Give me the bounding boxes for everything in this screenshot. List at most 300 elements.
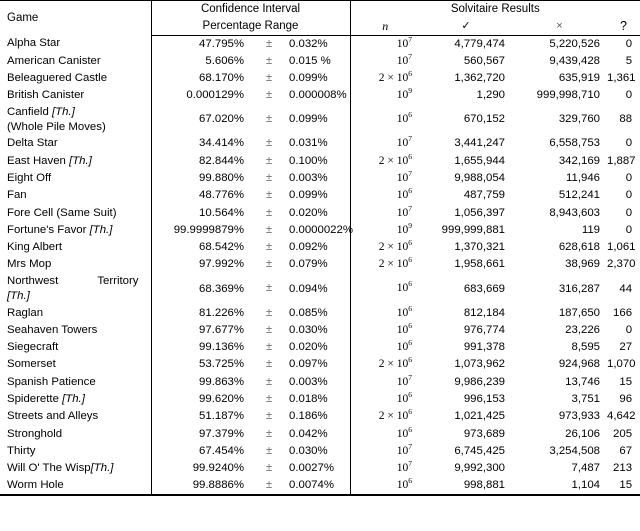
sample-size-exponent: 6 bbox=[408, 390, 413, 400]
cell-unknown: 2,370 bbox=[607, 258, 636, 271]
sample-size-exponent: 6 bbox=[408, 320, 413, 330]
sample-size-multiplier: 2 × bbox=[378, 154, 397, 167]
cell-game-name bbox=[0, 153, 151, 170]
sample-size-base: 10 bbox=[396, 206, 409, 219]
plus-minus-icon: ± bbox=[249, 478, 289, 495]
plus-minus-icon: ± bbox=[265, 89, 273, 102]
cell-sample-size bbox=[350, 105, 420, 136]
table-row bbox=[0, 153, 640, 170]
cell-game-name bbox=[0, 460, 151, 477]
cell-ci-error: 0.0027% bbox=[289, 460, 350, 477]
column-header-wins bbox=[420, 18, 512, 36]
cell-wins: 6,745,425 bbox=[454, 444, 506, 457]
cell-game-name bbox=[0, 70, 151, 87]
game-name-text: Fore Cell (Same Suit) bbox=[7, 206, 117, 219]
table-row bbox=[0, 443, 640, 460]
cell-losses: 38,969 bbox=[565, 258, 601, 271]
plus-minus-icon: ± bbox=[265, 241, 273, 254]
cell-ci-value: 47.795% bbox=[199, 37, 244, 50]
cell-losses: 3,254,508 bbox=[549, 444, 601, 457]
game-name-text: King Albert bbox=[7, 241, 63, 254]
cell-game-name bbox=[0, 187, 151, 204]
table-row bbox=[0, 460, 640, 477]
table-row bbox=[0, 205, 640, 222]
game-name-text: Somerset bbox=[7, 358, 56, 371]
sample-size-base: 10 bbox=[396, 223, 409, 236]
table-row bbox=[0, 36, 640, 53]
game-name-line-1 bbox=[7, 225, 147, 236]
plus-minus-icon: ± bbox=[265, 341, 273, 354]
cell-ci-error: 0.094% bbox=[289, 274, 350, 305]
game-name-line-1 bbox=[7, 38, 147, 49]
table-row bbox=[0, 357, 640, 374]
cell-game-name bbox=[0, 36, 151, 53]
game-name-text: Siegecraft bbox=[7, 341, 59, 354]
cell-wins: 1,362,720 bbox=[454, 72, 506, 85]
cell-wins: 487,759 bbox=[463, 189, 506, 202]
game-name-line-1 bbox=[7, 242, 147, 253]
game-name-line-1 bbox=[7, 342, 147, 353]
table-body bbox=[0, 36, 640, 495]
sample-size-exponent: 6 bbox=[408, 476, 413, 486]
cell-ci-error: 0.020% bbox=[289, 205, 350, 222]
sample-size-exponent: 7 bbox=[408, 459, 413, 469]
game-name-line-1 bbox=[7, 274, 147, 289]
cell-losses: 7,487 bbox=[571, 462, 601, 475]
game-name-text: Spiderette bbox=[7, 393, 63, 406]
sample-size-base: 10 bbox=[396, 358, 409, 371]
cell-losses: 316,287 bbox=[558, 282, 601, 295]
cell-wins: 1,056,397 bbox=[454, 206, 506, 219]
sample-size-base: 10 bbox=[396, 171, 409, 184]
cell-unknown: 1,061 bbox=[607, 241, 636, 254]
cell-losses: 6,558,753 bbox=[549, 137, 601, 150]
game-name-text: American Canister bbox=[7, 54, 101, 67]
plus-minus-icon: ± bbox=[265, 137, 273, 150]
cell-losses: 635,919 bbox=[558, 72, 601, 85]
sample-size-multiplier: 2 × bbox=[378, 410, 397, 423]
cell-unknown: 0 bbox=[625, 37, 633, 50]
game-name-line-1 bbox=[7, 411, 147, 422]
sample-size-base: 10 bbox=[396, 306, 409, 319]
cell-ci-value: 99.863% bbox=[199, 375, 244, 388]
cell-ci-error: 0.003% bbox=[289, 170, 350, 187]
game-name-part-1: Northwest bbox=[7, 274, 59, 287]
cell-game-name bbox=[0, 322, 151, 339]
game-name-text: Raglan bbox=[7, 306, 44, 319]
cell-wins: 683,669 bbox=[463, 282, 506, 295]
sample-size-base: 10 bbox=[396, 444, 409, 457]
cell-ci-error: 0.097% bbox=[289, 357, 350, 374]
table-row bbox=[0, 339, 640, 356]
game-name-line-1 bbox=[7, 56, 147, 67]
game-name-text: Canfield bbox=[7, 105, 52, 118]
cell-ci-error: 0.000008% bbox=[289, 87, 350, 104]
sample-size-base: 10 bbox=[396, 478, 409, 491]
sample-size-exponent: 7 bbox=[408, 442, 413, 452]
game-name-line-1 bbox=[7, 259, 147, 270]
cell-game-name bbox=[0, 274, 151, 305]
table-row bbox=[0, 391, 640, 408]
cell-sample-size bbox=[350, 170, 420, 187]
sample-size-exponent: 6 bbox=[408, 238, 413, 248]
sample-size-exponent: 6 bbox=[408, 255, 413, 265]
table-row bbox=[0, 426, 640, 443]
cell-ci-value: 34.414% bbox=[199, 137, 244, 150]
table-row bbox=[0, 222, 640, 239]
cell-wins: 1,370,321 bbox=[454, 241, 506, 254]
cell-wins: 996,153 bbox=[463, 393, 506, 406]
cell-game-name bbox=[0, 135, 151, 152]
plus-minus-icon: ± bbox=[265, 410, 273, 423]
cell-game-name bbox=[0, 53, 151, 70]
plus-minus-icon: ± bbox=[265, 444, 273, 457]
cell-unknown: 88 bbox=[619, 113, 633, 126]
column-header-percentage-range bbox=[151, 18, 350, 36]
cell-wins: 9,986,239 bbox=[454, 375, 506, 388]
sample-size-base: 10 bbox=[396, 375, 409, 388]
cell-ci-value: 99.9240% bbox=[192, 462, 244, 475]
plus-minus-icon: ± bbox=[265, 37, 273, 50]
sample-size-multiplier: 2 × bbox=[378, 258, 397, 271]
cell-sample-size bbox=[350, 87, 420, 104]
cell-sample-size bbox=[350, 205, 420, 222]
cell-ci-error: 0.099% bbox=[289, 187, 350, 204]
cell-wins: 560,567 bbox=[463, 54, 506, 67]
plus-minus-icon: ± bbox=[265, 393, 273, 405]
table-row bbox=[0, 170, 640, 187]
column-header-game: Game bbox=[0, 1, 151, 36]
cell-sample-size bbox=[350, 339, 420, 356]
header-row-primary bbox=[0, 1, 640, 19]
cell-losses: 628,618 bbox=[558, 241, 601, 254]
sample-size-exponent: 6 bbox=[408, 424, 413, 434]
cell-losses: 342,169 bbox=[558, 154, 601, 167]
cell-sample-size bbox=[350, 257, 420, 274]
cell-losses: 329,760 bbox=[558, 113, 601, 126]
cell-sample-size bbox=[350, 305, 420, 322]
game-name-text: East Haven bbox=[7, 154, 70, 167]
cell-ci-value: 99.880% bbox=[199, 172, 244, 184]
game-name-line-1 bbox=[7, 138, 147, 149]
sample-size-exponent: 6 bbox=[408, 279, 413, 289]
cell-unknown: 27 bbox=[619, 341, 633, 354]
game-name-text: Worm Hole bbox=[7, 479, 64, 492]
table-row bbox=[0, 187, 640, 204]
cell-ci-error: 0.0074% bbox=[289, 478, 350, 495]
cell-unknown: 1,887 bbox=[607, 154, 636, 167]
cell-wins: 1,958,661 bbox=[454, 258, 506, 271]
game-name-line-1 bbox=[7, 105, 147, 120]
game-name-text: Alpha Star bbox=[7, 37, 61, 50]
sample-size-exponent: 7 bbox=[408, 51, 413, 61]
plus-minus-icon: ± bbox=[265, 154, 273, 167]
sample-size-multiplier: 2 × bbox=[378, 241, 397, 254]
cell-unknown: 5 bbox=[625, 54, 633, 67]
cell-wins: 1,290 bbox=[476, 89, 506, 102]
cell-ci-error: 0.0000022% bbox=[289, 222, 350, 239]
sample-size-base: 10 bbox=[396, 137, 409, 150]
cell-unknown: 0 bbox=[625, 137, 633, 150]
cell-losses: 9,439,428 bbox=[549, 54, 601, 67]
cell-ci-error: 0.020% bbox=[289, 339, 350, 356]
sample-size-exponent: 7 bbox=[408, 203, 413, 213]
cell-sample-size bbox=[350, 408, 420, 425]
cell-ci-value: 51.187% bbox=[199, 410, 244, 423]
game-name-text: Spanish Patience bbox=[7, 375, 96, 388]
cell-unknown: 166 bbox=[613, 306, 633, 319]
cell-losses: 999,998,710 bbox=[536, 89, 601, 102]
sample-size-base: 10 bbox=[396, 89, 409, 102]
table-row bbox=[0, 105, 640, 136]
game-name-line-2: [Th.] bbox=[7, 290, 30, 303]
cell-game-name bbox=[0, 257, 151, 274]
cell-ci-value: 10.564% bbox=[199, 206, 244, 219]
cell-ci-error: 0.030% bbox=[289, 443, 350, 460]
game-name-line-1 bbox=[7, 90, 147, 101]
column-header-n bbox=[350, 18, 420, 36]
cell-unknown: 0 bbox=[625, 323, 633, 336]
cell-losses: 5,220,526 bbox=[549, 37, 601, 50]
cell-ci-value: 67.454% bbox=[199, 444, 244, 457]
thoughtful-marker: [Th.] bbox=[51, 105, 75, 118]
sample-size-exponent: 7 bbox=[408, 34, 413, 44]
game-name-text: Fortune's Favor bbox=[7, 223, 90, 236]
cell-sample-size bbox=[350, 239, 420, 256]
sample-size-multiplier: 2 × bbox=[378, 71, 397, 84]
cell-unknown: 15 bbox=[607, 478, 640, 495]
game-name-line-1 bbox=[7, 429, 147, 440]
cell-sample-size bbox=[350, 460, 420, 477]
cell-unknown: 213 bbox=[613, 462, 633, 475]
cell-ci-value: 99.136% bbox=[199, 341, 244, 354]
cell-ci-error: 0.032% bbox=[289, 36, 350, 53]
game-name-line-1 bbox=[7, 156, 147, 167]
column-header-losses bbox=[512, 18, 607, 36]
cell-unknown: 1,070 bbox=[607, 358, 636, 371]
table-row bbox=[0, 53, 640, 70]
cell-sample-size bbox=[350, 187, 420, 204]
sample-size-base: 10 bbox=[396, 71, 409, 84]
plus-minus-icon: ± bbox=[265, 323, 273, 336]
sample-size-base: 10 bbox=[396, 393, 409, 405]
table-row bbox=[0, 274, 640, 305]
sample-size-exponent: 6 bbox=[408, 151, 413, 161]
game-name-line-2: (Whole Pile Moves) bbox=[7, 121, 106, 134]
game-name-text: Streets and Alleys bbox=[7, 410, 99, 423]
column-header-confidence-interval bbox=[151, 1, 350, 19]
plus-minus-icon: ± bbox=[265, 258, 273, 271]
plus-minus-icon: ± bbox=[265, 462, 273, 475]
cross-icon: × bbox=[556, 19, 563, 32]
cell-ci-value: 68.369% bbox=[199, 282, 244, 295]
cell-unknown: 67 bbox=[619, 444, 633, 457]
cell-losses: 11,946 bbox=[566, 172, 601, 184]
cell-wins: 9,992,300 bbox=[454, 462, 506, 475]
cell-ci-value: 97.379% bbox=[199, 427, 244, 440]
game-name-text: Eight Off bbox=[7, 172, 52, 184]
cell-ci-value: 53.725% bbox=[199, 358, 244, 371]
cell-sample-size bbox=[350, 443, 420, 460]
sample-size-exponent: 6 bbox=[408, 407, 413, 417]
cell-wins: 4,779,474 bbox=[454, 37, 506, 50]
table-row bbox=[0, 374, 640, 391]
cell-ci-value: 99.9999879% bbox=[173, 223, 244, 236]
cell-sample-size bbox=[350, 274, 420, 305]
cell-losses: 23,226 bbox=[565, 323, 601, 336]
cell-wins: 1,655,944 bbox=[454, 154, 506, 167]
cell-game-name bbox=[0, 391, 151, 408]
cell-ci-error: 0.079% bbox=[289, 257, 350, 274]
cell-game-name bbox=[0, 205, 151, 222]
table-row bbox=[0, 305, 640, 322]
cell-losses: 1,104 bbox=[512, 478, 607, 495]
plus-minus-icon: ± bbox=[265, 171, 273, 184]
cell-losses: 973,933 bbox=[558, 410, 601, 423]
cell-ci-value: 67.020% bbox=[199, 113, 244, 126]
cell-unknown: 4,642 bbox=[607, 410, 636, 423]
cell-ci-value: 48.776% bbox=[199, 189, 244, 202]
cell-wins: 9,988,054 bbox=[454, 172, 506, 184]
sample-size-base: 10 bbox=[396, 189, 409, 202]
cell-losses: 3,751 bbox=[571, 393, 601, 406]
cell-unknown: 0 bbox=[625, 172, 633, 184]
thoughtful-marker: [Th.] bbox=[62, 393, 85, 406]
game-name-part-2: Territory bbox=[97, 274, 139, 287]
cell-ci-value: 81.226% bbox=[199, 306, 244, 319]
sample-size-exponent: 6 bbox=[408, 110, 413, 120]
sample-size-exponent: 9 bbox=[408, 221, 413, 231]
game-name-line-1 bbox=[7, 190, 147, 201]
cell-ci-error: 0.186% bbox=[289, 408, 350, 425]
cell-game-name bbox=[0, 426, 151, 443]
cell-wins: 976,774 bbox=[463, 323, 506, 336]
cell-sample-size bbox=[350, 322, 420, 339]
cell-ci-value: 68.542% bbox=[199, 241, 244, 254]
cell-sample-size bbox=[350, 374, 420, 391]
cell-unknown: 0 bbox=[625, 206, 633, 219]
cell-game-name bbox=[0, 478, 151, 495]
cell-game-name bbox=[0, 443, 151, 460]
cell-game-name bbox=[0, 170, 151, 187]
table-header bbox=[0, 1, 640, 36]
cell-ci-error: 0.018% bbox=[289, 391, 350, 408]
game-name-text: Seahaven Towers bbox=[7, 323, 98, 336]
cell-losses: 8,943,603 bbox=[549, 206, 601, 219]
cell-ci-error: 0.015 % bbox=[289, 53, 350, 70]
thoughtful-marker: [Th.] bbox=[90, 462, 114, 475]
cell-sample-size bbox=[350, 357, 420, 374]
game-name-text: British Canister bbox=[7, 89, 85, 102]
cell-ci-value: 82.844% bbox=[199, 154, 244, 167]
sample-size-exponent: 7 bbox=[408, 169, 413, 179]
cell-wins: 670,152 bbox=[463, 113, 506, 126]
cell-unknown: 44 bbox=[619, 282, 633, 295]
cell-losses: 512,241 bbox=[558, 189, 601, 202]
cell-ci-value: 99.8886% bbox=[151, 478, 249, 495]
table-row bbox=[0, 135, 640, 152]
sample-size-base: 10 bbox=[396, 113, 409, 126]
cell-sample-size bbox=[350, 222, 420, 239]
game-name-line-1 bbox=[7, 394, 147, 405]
plus-minus-icon: ± bbox=[265, 427, 273, 440]
cell-game-name bbox=[0, 357, 151, 374]
cell-ci-error: 0.099% bbox=[289, 70, 350, 87]
cell-unknown: 0 bbox=[625, 189, 633, 202]
cell-sample-size bbox=[350, 70, 420, 87]
game-name-text: Delta Star bbox=[7, 137, 58, 150]
game-name-line-1 bbox=[7, 480, 147, 491]
cell-ci-error: 0.092% bbox=[289, 239, 350, 256]
plus-minus-icon: ± bbox=[265, 189, 273, 202]
sample-size-base: 10 bbox=[396, 154, 409, 167]
table-row bbox=[0, 257, 640, 274]
cell-game-name bbox=[0, 408, 151, 425]
cell-losses: 924,968 bbox=[558, 358, 601, 371]
cell-unknown: 0 bbox=[625, 223, 633, 236]
cell-ci-error: 0.100% bbox=[289, 153, 350, 170]
cell-ci-error: 0.099% bbox=[289, 105, 350, 136]
sample-size-base: 10 bbox=[396, 341, 409, 354]
cell-wins: 812,184 bbox=[463, 306, 506, 319]
sample-size-base: 10 bbox=[396, 241, 409, 254]
plus-minus-icon: ± bbox=[265, 71, 273, 84]
game-name-line-1 bbox=[7, 377, 147, 388]
cell-unknown: 0 bbox=[625, 89, 633, 102]
cell-ci-error: 0.003% bbox=[289, 374, 350, 391]
sample-size-base: 10 bbox=[396, 323, 409, 336]
game-name-line-1 bbox=[7, 73, 147, 84]
plus-minus-icon: ± bbox=[265, 54, 273, 67]
sample-size-exponent: 6 bbox=[408, 338, 413, 348]
plus-minus-icon: ± bbox=[265, 375, 273, 388]
game-name-line-1 bbox=[7, 308, 147, 319]
cell-game-name bbox=[0, 305, 151, 322]
cell-sample-size bbox=[350, 391, 420, 408]
sample-size-multiplier: 2 × bbox=[378, 358, 397, 371]
cell-wins: 1,021,425 bbox=[454, 410, 506, 423]
cell-game-name bbox=[0, 239, 151, 256]
thoughtful-marker: [Th.] bbox=[89, 223, 113, 236]
sample-size-exponent: 6 bbox=[408, 303, 413, 313]
cell-unknown: 205 bbox=[613, 427, 633, 440]
sample-size-exponent: 7 bbox=[408, 134, 413, 144]
game-name-text: Thirty bbox=[7, 444, 36, 457]
cell-losses: 13,746 bbox=[565, 375, 601, 388]
sample-size-exponent: 6 bbox=[408, 186, 413, 196]
plus-minus-icon: ± bbox=[265, 113, 273, 126]
cell-ci-error: 0.030% bbox=[289, 322, 350, 339]
plus-minus-icon: ± bbox=[265, 206, 273, 219]
plus-minus-icon: ± bbox=[265, 223, 273, 236]
cell-wins: 991,378 bbox=[463, 341, 506, 354]
sample-size-base: 10 bbox=[396, 282, 409, 295]
cell-wins: 3,441,247 bbox=[454, 137, 506, 150]
cell-unknown: 96 bbox=[619, 393, 633, 406]
game-name-line-1 bbox=[7, 325, 147, 336]
game-name-text: Will O' The Wisp bbox=[7, 462, 91, 475]
cell-ci-error: 0.031% bbox=[289, 135, 350, 152]
cell-losses: 26,106 bbox=[565, 427, 601, 440]
cell-sample-size bbox=[350, 53, 420, 70]
sample-size-exponent: 7 bbox=[408, 372, 413, 382]
sample-size-base: 10 bbox=[396, 37, 409, 50]
plus-minus-icon: ± bbox=[265, 306, 273, 319]
cell-game-name bbox=[0, 222, 151, 239]
cell-sample-size bbox=[350, 426, 420, 443]
table-row bbox=[0, 478, 640, 495]
cell-unknown: 1,361 bbox=[607, 72, 636, 85]
